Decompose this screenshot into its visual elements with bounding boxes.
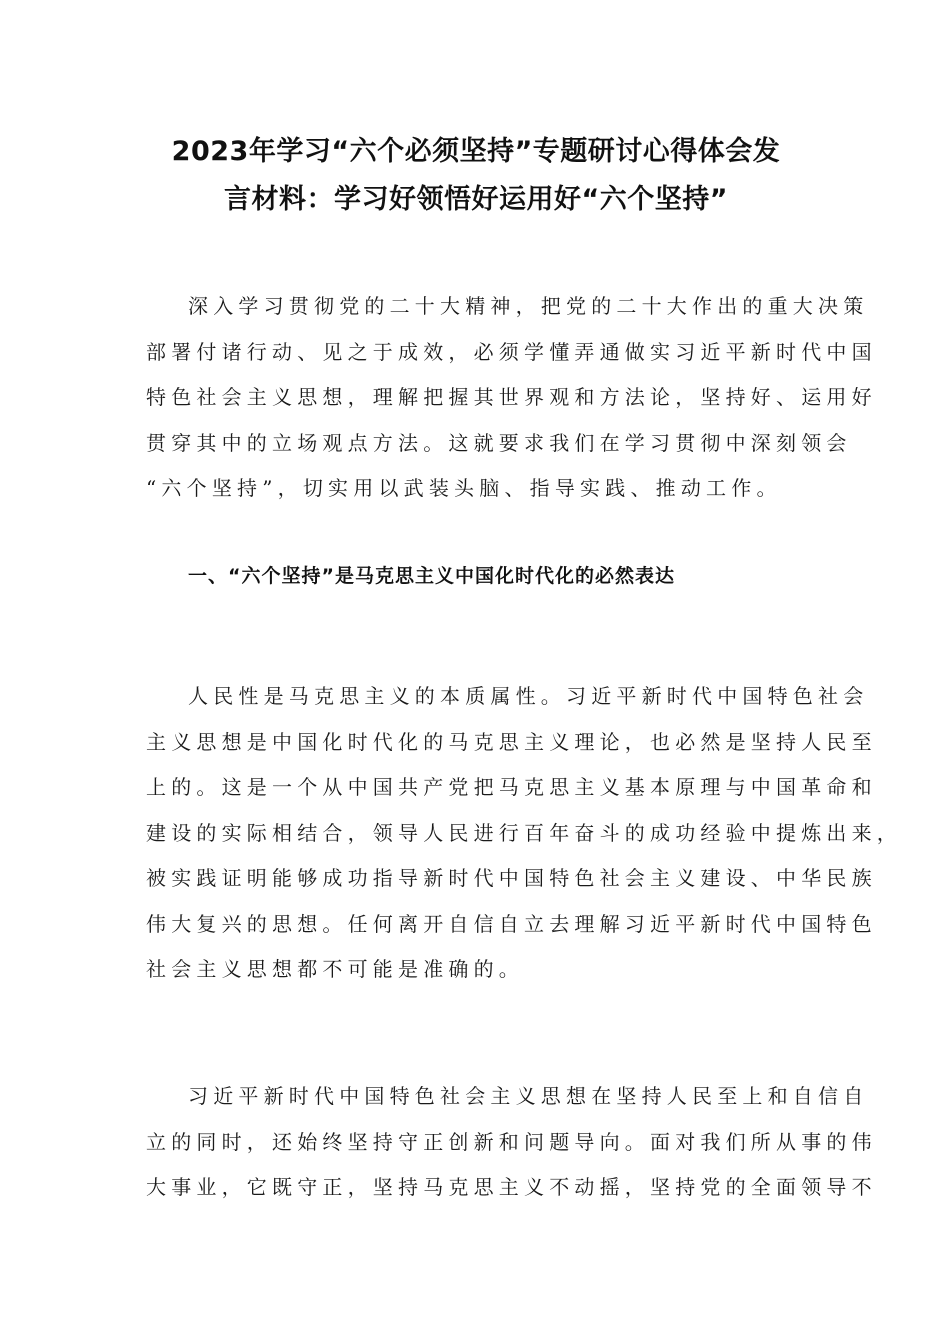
document-title — [148, 128, 804, 224]
title-line: 言材料：学习好领悟好运用好“六个坚持” — [224, 184, 728, 215]
body-paragraph — [146, 1074, 877, 1211]
paragraph-line: 大事业，它既守正，坚持马克思主义不动摇，坚持党的全面领导不 — [146, 1175, 877, 1199]
section-heading: 一、“六个坚持”是马克思主义中国化时代化的必然表达 — [188, 565, 675, 587]
paragraph-line: “六个坚持”，切实用以武装头脑、指导实践、推动工作。 — [146, 476, 782, 500]
paragraph-line: 被实践证明能够成功指导新时代中国特色社会主义建设、中华民族 — [146, 866, 877, 890]
intro-section — [146, 284, 877, 512]
paragraph-line: 立的同时，还始终坚持守正创新和问题导向。面对我们所从事的伟 — [146, 1129, 877, 1154]
body-section — [146, 674, 902, 993]
body-section — [146, 1074, 877, 1211]
body-paragraph — [146, 674, 902, 993]
paragraph-line: 上的。这是一个从中国共产党把马克思主义基本原理与中国革命和 — [146, 775, 877, 799]
paragraph-line: 主义思想是中国化时代化的马克思主义理论，也必然是坚持人民至 — [146, 729, 877, 754]
paragraph-line: 社会主义思想都不可能是准确的。 — [146, 957, 524, 981]
paragraph-line: 部署付诸行动、见之于成效，必须学懂弄通做实习近平新时代中国 — [146, 339, 877, 364]
paragraph-line: 习近平新时代中国特色社会主义思想在坚持人民至上和自信自 — [188, 1084, 869, 1108]
paragraph-line: 深入学习贯彻党的二十大精神，把党的二十大作出的重大决策 — [188, 294, 869, 318]
title-line: 2023年学习“六个必须坚持”专题研讨心得体会发 — [171, 136, 781, 167]
paragraph-line: 建设的实际相结合，领导人民进行百年奋斗的成功经验中提炼出来， — [146, 820, 902, 845]
paragraph-line: 贯穿其中的立场观点方法。这就要求我们在学习贯彻中深刻领会 — [146, 430, 852, 455]
paragraph-line: 人民性是马克思主义的本质属性。习近平新时代中国特色社会 — [188, 684, 869, 708]
paragraph-line: 特色社会主义思想，理解把握其世界观和方法论，坚持好、运用好 — [146, 385, 877, 409]
intro-paragraph — [146, 284, 877, 512]
paragraph-line: 伟大复兴的思想。任何离开自信自立去理解习近平新时代中国特色 — [146, 911, 877, 936]
